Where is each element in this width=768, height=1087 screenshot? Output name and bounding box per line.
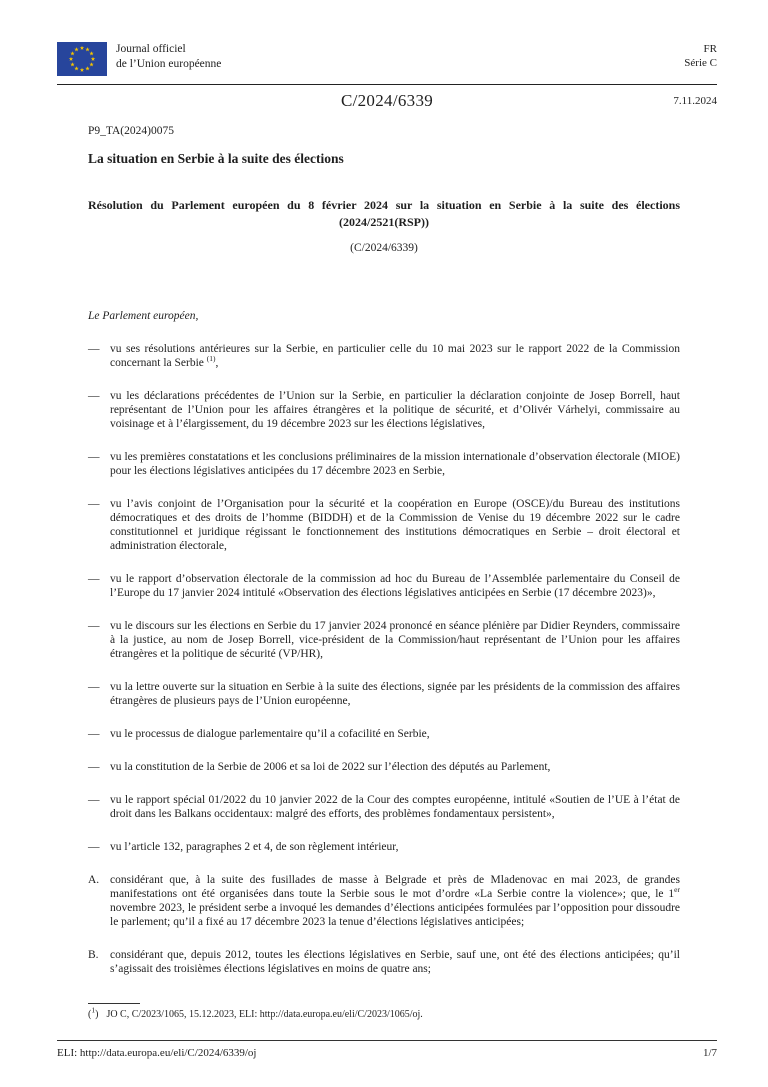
recital-text: considérant que, à la suite des fusillades de masse à Belgrade et près de Mladenovac en mai 2023, de grandes manifestations ont été organisées dans toute la Serbie sous le mot d’ordre «La Serbie contre la violence»; que, le 1er novembre 2023, le président serbe a invoqué les demandes d’élections anticipées formulées par l’opposition pour dissoudre le parlement; qu’il a fixé au 17 décembre 2023 la tenue d’élections législatives anticipées; <box>110 874 680 928</box>
citation-text: vu le processus de dialogue parlementaire qu’il a cofacilité en Serbie, <box>110 728 430 740</box>
procedure-ref: P9_TA(2024)0075 <box>88 125 174 137</box>
footnote-ref: er <box>674 885 680 895</box>
recitals-list <box>88 873 680 976</box>
language-code: FR <box>703 43 717 55</box>
recital-text: considérant que, depuis 2012, toutes les élections législatives en Serbie, sauf une, ont été des élections anticipées; qu’il s’agissait des troisièmes élections législatives en moins de quatre ans; <box>110 949 680 975</box>
recital-item <box>88 873 680 929</box>
footnote-block <box>88 1003 680 1021</box>
footnote-separator <box>88 1003 140 1004</box>
citation-item <box>88 840 680 854</box>
footnote <box>88 1005 680 1021</box>
doc-number-centered: (C/2024/6339) <box>350 242 418 254</box>
footer-eli: ELI: http://data.europa.eu/eli/C/2024/6339/oj <box>57 1047 257 1059</box>
citation-dash: — <box>88 573 100 585</box>
citation-dash: — <box>88 761 100 773</box>
citation-text: vu les premières constatations et les conclusions préliminaires de la mission internationale d’observation électorale (MIOE) pour les élections législatives anticipées du 17 décembre 2023 en Serbie, <box>110 451 680 477</box>
journal-title-line1: Journal officiel <box>116 43 186 55</box>
doc-number-row <box>57 91 717 111</box>
citation-dash: — <box>88 794 100 806</box>
citation-item <box>88 572 680 600</box>
header-rule <box>57 84 717 85</box>
recital-label: A. <box>88 874 100 886</box>
doc-date: 7.11.2024 <box>673 95 717 107</box>
citation-item <box>88 793 680 821</box>
citation-text: vu le rapport spécial 01/2022 du 10 janvier 2022 de la Cour des comptes européenne, intitulé «Soutien de l’UE à l’état de droit dans les Balkans occidentaux: malgré des efforts, des problèmes fondamentaux persistent», <box>110 794 680 820</box>
citation-text: vu le discours sur les élections en Serbie du 17 janvier 2024 prononcé en séance plénière par Didier Reynders, commissaire à la justice, au nom de Josep Borrell, vice-président de la Commission/haut représentant de l’Union pour les affaires étrangères et la politique de sécurité (VP/HR), <box>110 620 680 660</box>
header <box>57 42 717 76</box>
citation-item <box>88 342 680 370</box>
citation-dash: — <box>88 451 100 463</box>
eu-flag-icon <box>57 42 107 76</box>
citation-item <box>88 680 680 708</box>
citation-text: vu ses résolutions antérieures sur la Serbie, en particulier celle du 10 mai 2023 sur le rapport 2022 de la Commission concernant la Serbie $^{(1)}$, <box>110 343 680 369</box>
intro-line: Le Parlement européen, <box>88 310 199 322</box>
journal-title <box>116 42 221 72</box>
footnote-marker: ($^1$) <box>88 1005 99 1020</box>
citation-text: vu l’avis conjoint de l’Organisation pour la sécurité et la coopération en Europe (OSCE)/du Bureau des institutions démocratiques et des droits de l’homme (BIDDH) et de la Commission de Venise du 19 décembre 2022 sur le cadre constitutionnel et juridique régissant le fonctionnement des institutions démocratiques en Serbie – droit électoral et administration électorale, <box>110 498 680 552</box>
citation-dash: — <box>88 681 100 693</box>
citation-dash: — <box>88 728 100 740</box>
resolution-subtitle: Résolution du Parlement européen du 8 février 2024 sur la situation en Serbie à la suite des élections (2024/2521(RSP)) <box>88 198 680 229</box>
body-text <box>88 309 680 976</box>
header-right <box>684 42 717 70</box>
citation-dash: — <box>88 841 100 853</box>
footer-rule <box>57 1040 717 1041</box>
citation-item <box>88 389 680 431</box>
footnote-text: JO C, C/2023/1065, 15.12.2023, ELI: http://data.europa.eu/eli/C/2023/1065/oj. <box>106 1009 423 1020</box>
citation-item <box>88 619 680 661</box>
recital-label: B. <box>88 949 99 961</box>
citation-dash: — <box>88 620 100 632</box>
citation-text: vu la constitution de la Serbie de 2006 et sa loi de 2022 sur l’élection des députés au Parlement, <box>110 761 551 773</box>
citation-text: vu le rapport d’observation électorale de la commission ad hoc du Bureau de l’Assemblée parlementaire du Conseil de l’Europe du 17 janvier 2024 intitulé «Observation des élections législatives anticipées en Serbie (17 décembre 2023)», <box>110 573 680 599</box>
citations-list <box>88 342 680 854</box>
footer <box>57 1047 717 1059</box>
series-label: Série C <box>684 57 717 69</box>
citation-text: vu la lettre ouverte sur la situation en Serbie à la suite des élections, signée par les présidents de la commission des affaires étrangères de plusieurs pays de l’Union européenne, <box>110 681 680 707</box>
doc-number: C/2024/6339 <box>340 91 434 110</box>
citation-item <box>88 727 680 741</box>
citation-text: vu les déclarations précédentes de l’Union sur la Serbie, en particulier la déclaration conjointe de Josep Borrell, haut représentant de l’Union pour les affaires étrangères et la politique de sécurité, et d’Olivér Várhelyi, commissaire au voisinage et à l’élargissement, du 19 décembre 2023 sur les élections législatives, <box>110 390 680 430</box>
recital-item <box>88 948 680 976</box>
page-title: La situation en Serbie à la suite des élections <box>88 151 344 166</box>
citation-dash: — <box>88 343 100 355</box>
footer-page-number: 1/7 <box>702 1047 717 1059</box>
citation-item <box>88 450 680 478</box>
journal-title-line2: de l’Union européenne <box>116 58 222 70</box>
footnote-ref: (1) <box>206 354 216 364</box>
citation-text: vu l’article 132, paragraphes 2 et 4, de son règlement intérieur, <box>110 841 399 853</box>
citation-item <box>88 497 680 553</box>
citation-dash: — <box>88 498 100 510</box>
citation-dash: — <box>88 390 100 402</box>
citation-item <box>88 760 680 774</box>
